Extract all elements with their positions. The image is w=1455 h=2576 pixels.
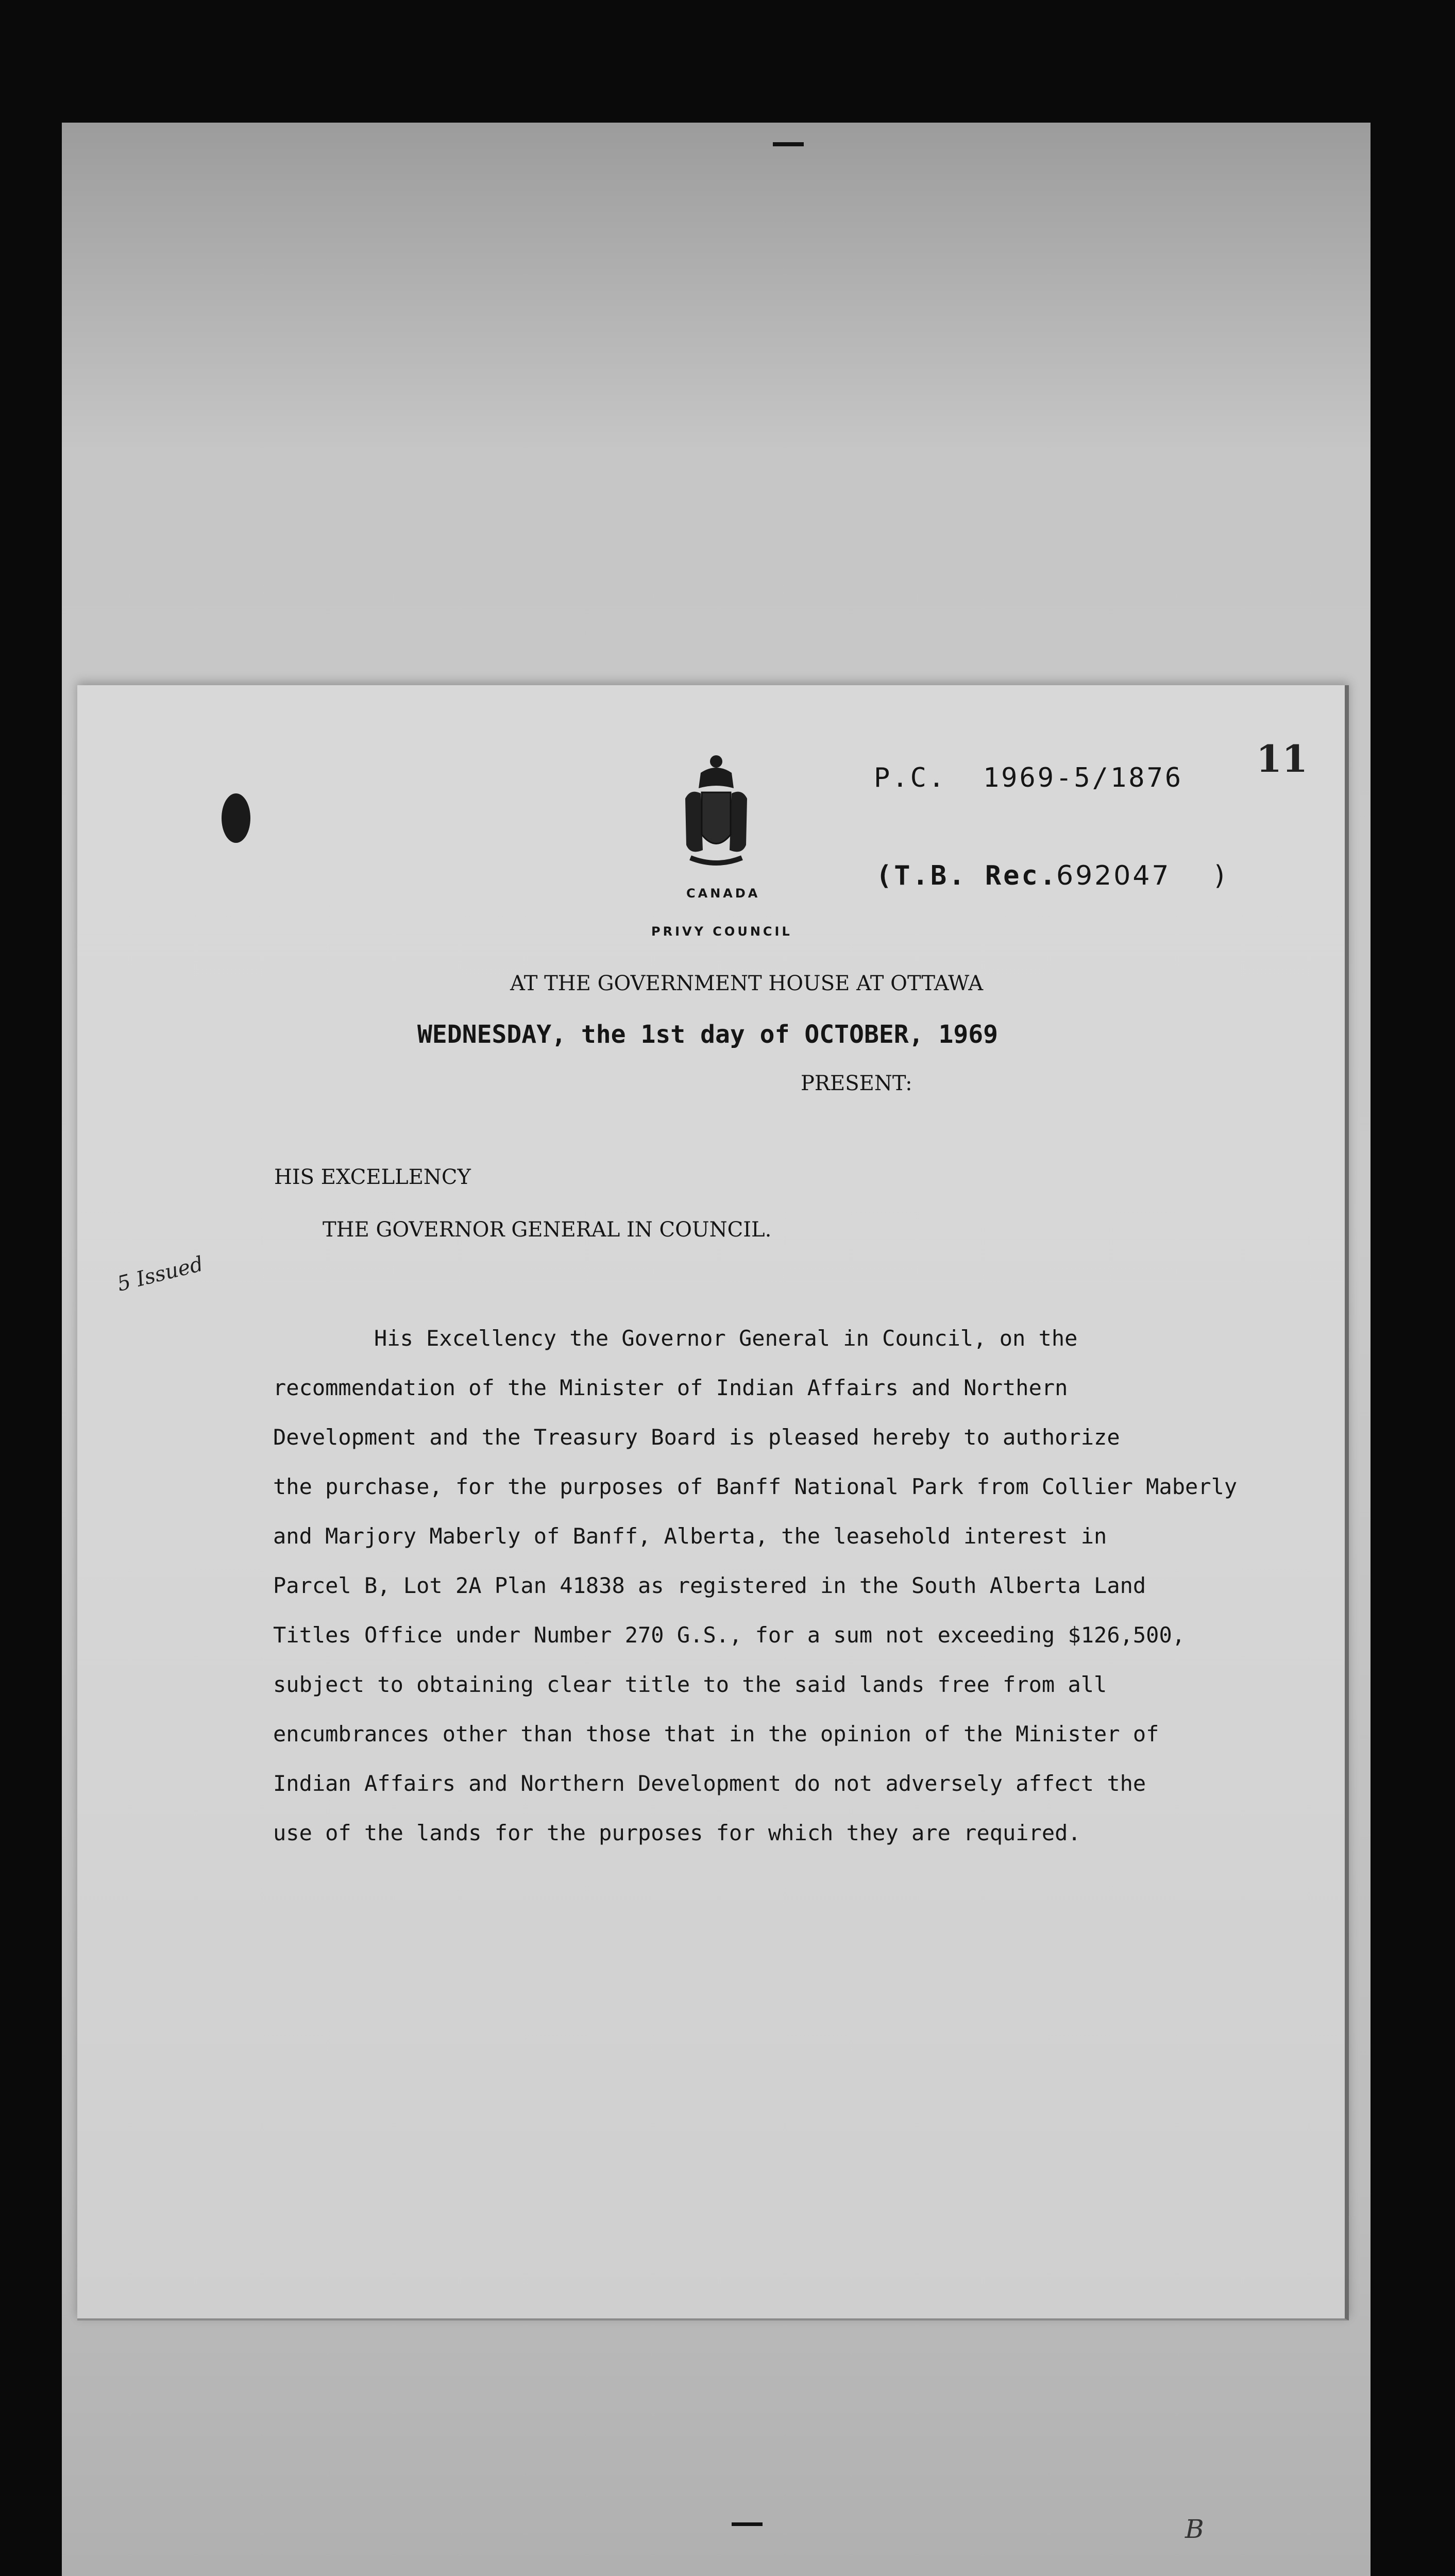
middle-dash-mark [732, 2522, 763, 2526]
margin-note: 5 Issued [114, 1252, 206, 1296]
top-dash-mark [773, 142, 804, 146]
bottom-handwritten-mark: B [1185, 2514, 1204, 2544]
addressee-line-1: HIS EXCELLENCY [274, 1165, 471, 1189]
punch-hole [222, 793, 250, 843]
crest-council-label: PRIVY COUNCIL [651, 924, 792, 939]
tb-rec-suffix: ) [1212, 860, 1230, 891]
body-line: Indian Affairs and Northern Development do not adversely affect the [273, 1771, 1146, 1796]
body-line: encumbrances other than those that in the opinion of the Minister of [273, 1721, 1159, 1747]
body-line: Parcel B, Lot 2A Plan 41838 as registered in the South Alberta Land [273, 1573, 1146, 1598]
coat-of-arms-icon [680, 752, 752, 871]
body-line: His Excellency the Governor General in Council, on the [374, 1326, 1078, 1351]
body-line: use of the lands for the purposes for which they are required. [273, 1820, 1081, 1845]
body-line: recommendation of the Minister of Indian Affairs and Northern [273, 1375, 1068, 1400]
body-line: and Marjory Maberly of Banff, Alberta, the leasehold interest in [273, 1523, 1107, 1549]
pc-number: P.C. 1969-5/1876 [874, 762, 1183, 793]
location-line: AT THE GOVERNMENT HOUSE AT OTTAWA [510, 972, 984, 995]
crest-country-label: CANADA [686, 886, 760, 901]
tb-rec-number: 692047 [1056, 860, 1171, 891]
folio-number: 11 [1256, 737, 1308, 781]
body-line: subject to obtaining clear title to the said lands free from all [273, 1672, 1107, 1697]
tb-rec-prefix: (T.B. Rec. [876, 860, 1058, 891]
date-line: WEDNESDAY, the 1st day of OCTOBER, 1969 [417, 1020, 999, 1049]
present-label: PRESENT: [801, 1072, 912, 1095]
addressee-line-2: THE GOVERNOR GENERAL IN COUNCIL. [323, 1218, 772, 1242]
order-body-text [196, 1314, 1237, 1858]
body-line: Titles Office under Number 270 G.S., for a sum not exceeding $126,500, [273, 1622, 1186, 1648]
body-line: Development and the Treasury Board is pleased hereby to authorize [273, 1425, 1120, 1450]
body-line: the purchase, for the purposes of Banff National Park from Collier Maberly [273, 1474, 1238, 1499]
